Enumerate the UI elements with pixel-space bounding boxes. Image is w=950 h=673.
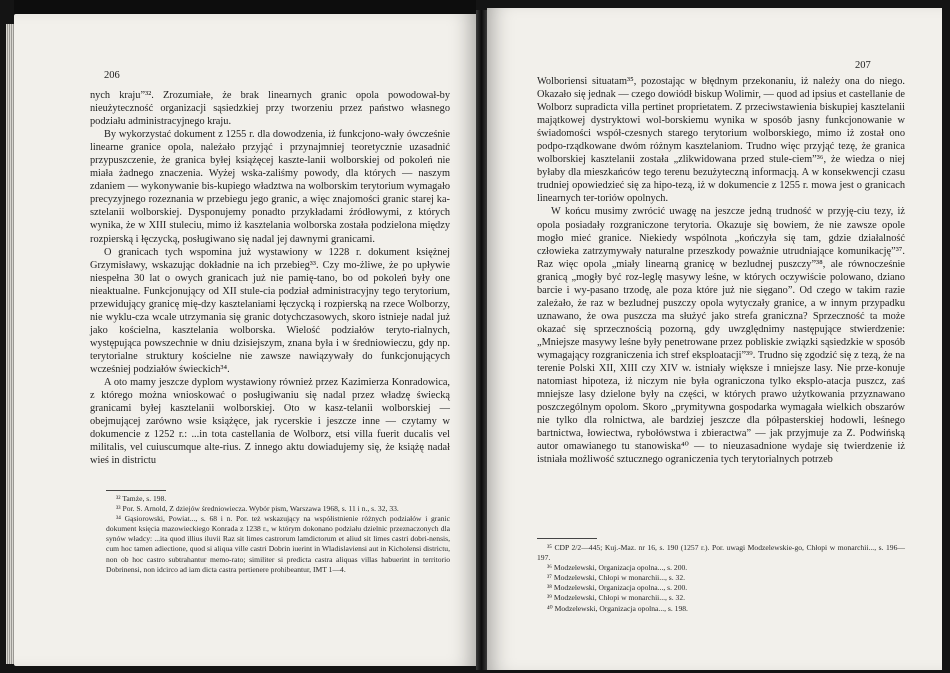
footnote-separator: [537, 538, 597, 539]
paragraph: Wolboriensi situatam³⁵, pozostając w błędnym przekonaniu, iż należy ona do niego. Okazało się jednak — czego dowiódł biskup Wolimir, — quod ad ipsius et castellanie de Wolborz supradicta villa pertinet proprietatem. Z przeciwstawienia biskupiej kasztelanii majątkowej dystryktowi wol-borskiemu wynika w sposób jasny funkcjonowanie w świadomości współ-czesnych starego terytorium wolborskiego, mimo iż został ono podpo-rządkowane dwóm różnym kasztelaniom. Trudno więc przyjąć tezę, że granica wolborskiej kasztelanii została „zlikwidowana przed stule-ciem”³⁶, że wiedza o niej byłaby dla mieszkańców tego terenu bezużyteczną informacją. A w konsekwencji czasu trudniej opowiedzieć się za hipo-tezą, iż w dokumencie z 1255 r. mowa jest o granicach linearnych ter-toriów opolnych.: [537, 76, 905, 205]
footnote-number: ⁴⁰: [547, 603, 553, 613]
footnote-text: Modzelewski, Chłopi w monarchii..., s. 32.: [553, 573, 686, 583]
paragraph: By wykorzystać dokument z 1255 r. dla dowodzenia, iż funkcjono-wały ówcześnie linearne granice opola, należało przyjąć i przynajmniej teoretycznie uzasadnić przypuszczenie, że granica byłej książęcej kaszte-lanii wolborskiej od pokoleń nie miała żadnego znaczenia. Wyżej wska-zaliśmy powody, dla których — naszym zdaniem — wykonywanie bis-kupiego władztwa na wolborskim terytorium wymagało precyzyjnego rozeznania w przebiegu jego granic, a więc znajomości granic starej ka-sztelanii wolborskiej. Dysponujemy ponadto przykładami źródłowymi, z których wynika, że w XIII stuleciu, mimo iż kasztelania wolborska została podzielona między rozpierską i łęczycką, posługiwano się nadal jej dawnymi granicami.: [90, 129, 450, 245]
footnote-number: ³⁹: [547, 593, 552, 603]
footnote-number: ³⁴: [116, 514, 121, 524]
paragraph: A oto mamy jeszcze dyplom wystawiony również przez Kazimierza Konradowica, z którego można wnioskować o posługiwaniu się nadal przez władzę świecką granicami byłej kasztelanii wolborskiej. Oto w kasz-telanii wolborskiej — obejmującej zarówno wsie książęce, jak rycerskie i jeszcze inne — czytamy w dokumencie z 1252 r.: ...in tota castellania de Wolborz, etsi villa fuerit ducalis vel militalis, vel cuiuscumque alte-rius. Z innego aktu dowiadujemy się, że książę nadał wieś in districtu: [90, 377, 450, 467]
footnote: [106, 504, 450, 514]
book-gutter: [476, 10, 487, 670]
footnote-number: ³⁸: [547, 583, 552, 593]
footnote: [537, 563, 905, 573]
footnote: [537, 573, 905, 583]
footnote-number: ³³: [116, 504, 121, 514]
footnotes: [106, 494, 450, 575]
footnote: [537, 604, 905, 614]
footnote-text: Por. S. Arnold, Z dziejów średniowiecza. Wybór pism, Warszawa 1968, s. 11 i n., s. 32, 33.: [122, 504, 399, 514]
footnote-text: CDP 2/2—445; Kuj.-Maz. nr 16, s. 190 (1257 r.). Por. uwagi Modzelewskie-go, Chłopi w monarchii..., s. 196—197.: [537, 543, 905, 563]
footnote-text: Gąsiorowski, Powiat..., s. 68 i n. Por. też wskazujący na współistnienie różnych podziałów i granic dokument księcia mazowieckiego Konrada z 1238 r., w którym dokonano podziału dzielnic przeznaczonych dla synów władcy: ...ita quod illius iluvii Raz sit limes castrorum lamdictorum et aliud sit limes castri dobri-nensis, cum hoc tamen adiectione, quod si aliqua ville castri Dobrin iuerint in Wladislaviensi aut in Kicholensi districtu, non ob hoc castro subtrahantur memo-rato; similiter si predicta castra aliquas villas habuerint in territorio Dobrinensi, non idcirco ad iam dicta castra pertienere prohibeantur, IMT 1—4.: [106, 514, 450, 574]
main-text: [90, 89, 450, 467]
footnotes: [537, 543, 905, 614]
footnote: [106, 514, 450, 575]
right-page: [487, 8, 942, 670]
footnote-text: Tamże, s. 198.: [122, 494, 167, 503]
footnote: [537, 593, 905, 603]
footnote-number: ³⁶: [547, 563, 552, 573]
footnote-text: Modzelewski, Organizacja opolna..., s. 200.: [553, 583, 688, 593]
page-number: 206: [104, 70, 120, 81]
footnote: [537, 583, 905, 593]
footnote-text: Modzelewski, Chłopi w monarchii..., s. 32.: [553, 593, 686, 603]
paragraph: nych kraju”³². Zrozumiałe, że brak linearnych granic opola powodował-by nieużyteczność organizacji sąsiedzkiej przy tworzeniu przez państwo własnego podziału administracyjnego kraju.: [90, 90, 450, 128]
footnote: [537, 543, 905, 563]
footnote-number: ³⁵: [547, 543, 552, 552]
footnote: [106, 494, 450, 504]
paragraph: W końcu musimy zwrócić uwagę na jeszcze jedną trudność w przyję-ciu tezy, iż opola posiadały rozgraniczone terytoria. Okazuje się bowiem, że nie zawsze opole mogło mieć granice. Niekiedy wspólnota „kończyła się tam, gdzie działalność człowieka zatrzymywały naturalne przeszkody poważnie utrudniające komunikację”³⁷. Raz więc opola „miały linearną granicę w bezludnej puszczy”³⁸, ale równocześnie granicą „mogły być roz-leglę masywy leśne, w których oczywiście polowano, dziano barcie i wy-pasano trzodę, ale poza które już nie sięgano”. Od czego w takim razie zależało, że raz w bezludnej puszczy opola wytyczały granice, a w innym przypadku uznawano, że owa puszcza ma służyć jako strefa graniczna? Sprzeczność ta może okazać się sprzecznością pozorną, gdy uwzględnimy następujące stwierdzenie: „Mniejsze masywy leśne były penetrowane przez pobliskie związki sąsiedzkie w sposób wymagający rozgraniczenia ich stref eksploatacji”³⁹. Trudno się zgodzić się z tezą, że na terenie Polski XII, XIII czy XIV w. istniały większe i mniejsze lasy. Nie prze-konuje natomiast hipoteza, iż niczym nie była ograniczona tylko eksplo-atacja puszcz, zaś mniejsze lasy dzielone były na części, w których prawo użytkowania przyznawano poszczególnym opolom. Skoro „prymitywna gospodarka wymagała wielkich obszarów nie tylko dla rolnictwa, ale bardziej jeszcze dla półpasterskiej hodowli, leśnego bartnictwa, łowiectwa, rybołówstwa i zbieractwa” — jak przyjmuje za Z. Podwińską autor omawianego tu stanowiska⁴⁰ — to nieuzasadnione wydaje się twierdzenie iż istniała możliwość sztucznego ograniczenia tych terytorialnych potrzeb: [537, 206, 905, 466]
paragraph: O granicach tych wspomina już wystawiony w 1228 r. dokument księżnej Grzymisławy, wskazując dokładnie na ich przebieg³³. Czy mo-żliwe, że po upływie niespełna 30 lat o owych granicach już nie pamię-tano, bo od pokoleń były one nieaktualne. Funkcjonujący od XII stule-cia podział administracyjny tego terytorium, przewidujący granicę mię-dzy kasztelaniami łęczycką i rozpierską na rzece Wolborzy, nie wyklu-cza wcale utrzymania się granic dotychczasowych, skoro istnieje nadal już jako kościelna, kasztelania wolborska. Wielość podziałów teryto-rialnych, występująca powszechnie w dniu dzisiejszym, znana była i w średniowieczu, gdy np. terytorialne struktury kościelne nie zawsze nawiązywały do funkcjonujących wcześniej podziałów świeckich³⁴.: [90, 246, 450, 375]
footnote-separator: [106, 490, 166, 491]
footnote-text: Modzelewski, Organizacja opolna..., s. 200.: [553, 563, 688, 573]
footnote-number: ³²: [116, 494, 121, 503]
left-page: [14, 14, 476, 666]
footnote-text: Modzelewski, Organizacja opolna..., s. 198.: [554, 603, 688, 613]
main-text: [537, 75, 905, 466]
page-number: 207: [855, 60, 871, 71]
footnote-number: ³⁷: [547, 573, 552, 583]
